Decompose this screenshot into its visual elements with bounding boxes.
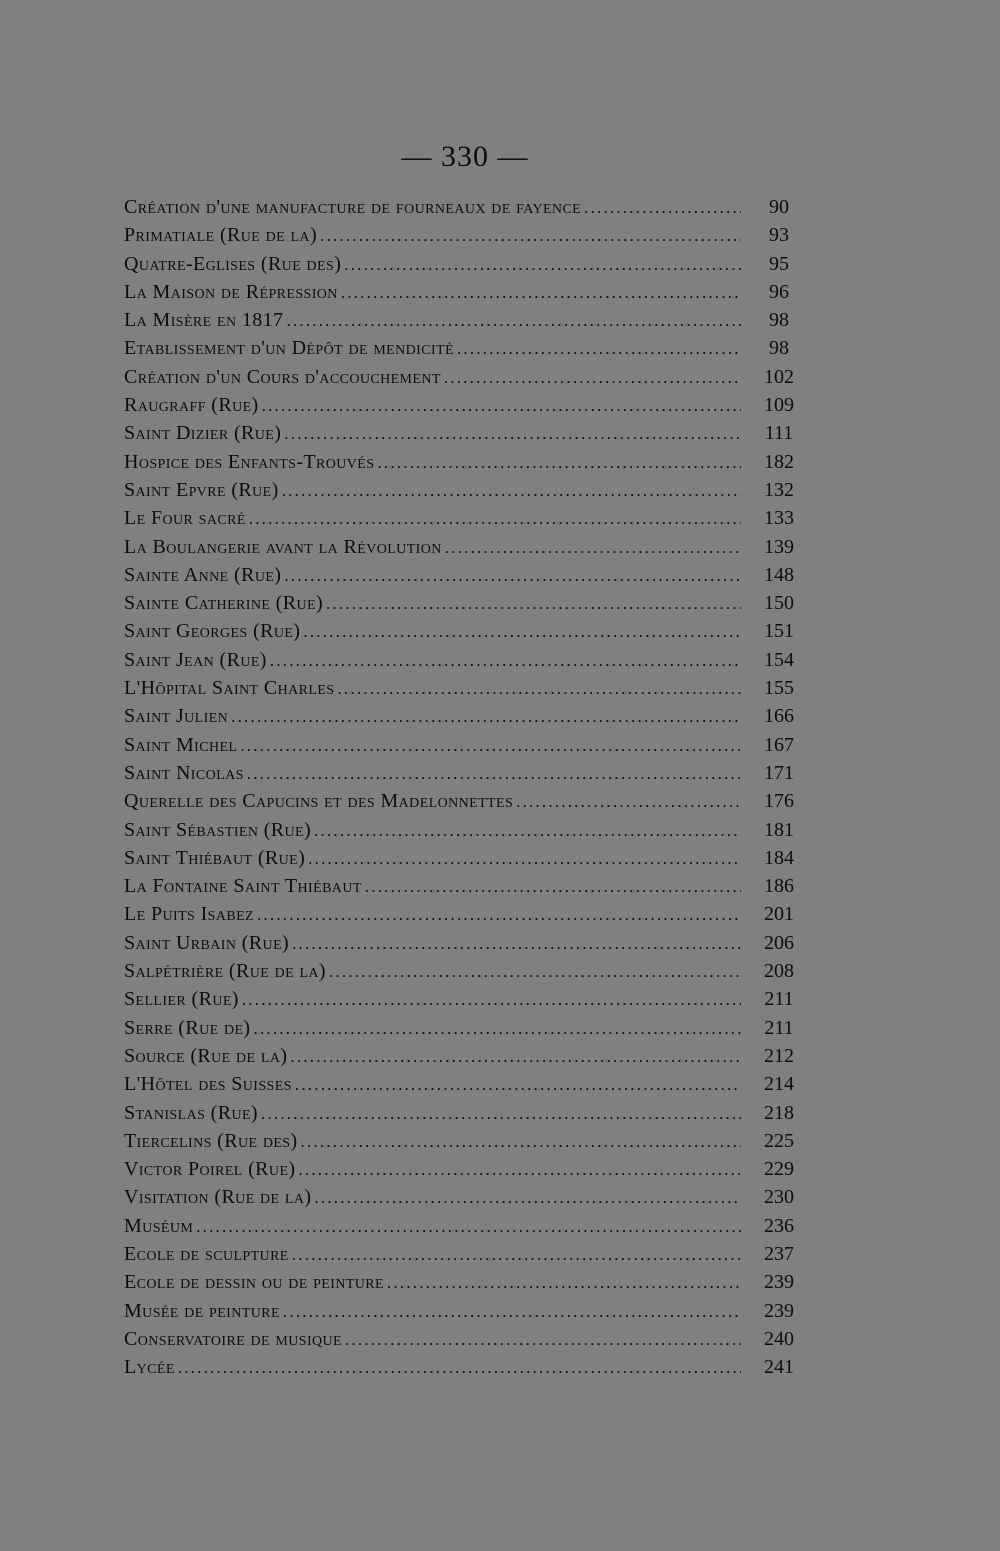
toc-entry-title: Hospice des Enfants-Trouvés bbox=[124, 450, 375, 473]
toc-entry bbox=[124, 819, 814, 847]
toc-entry-page-number: 151 bbox=[764, 620, 794, 643]
dot-leader bbox=[301, 1132, 741, 1152]
toc-entry bbox=[124, 734, 814, 762]
toc-entry-page-number: 90 bbox=[769, 196, 789, 218]
toc-entry-title: Serre (Rue de) bbox=[124, 1016, 251, 1039]
dot-leader bbox=[314, 821, 741, 841]
dot-leader bbox=[284, 424, 741, 444]
toc-entry bbox=[124, 196, 814, 224]
toc-entry-title: Muséum bbox=[124, 1214, 194, 1237]
dot-leader bbox=[254, 1019, 742, 1039]
toc-entry-page-number: 109 bbox=[764, 394, 794, 417]
dot-leader bbox=[292, 934, 741, 954]
toc-entry-title: La Maison de Répression bbox=[124, 280, 338, 303]
dot-leader bbox=[249, 509, 741, 529]
toc-entry bbox=[124, 337, 814, 365]
toc-entry-title: Saint Epvre (Rue) bbox=[124, 478, 279, 501]
toc-entry-page-number: 95 bbox=[769, 252, 789, 275]
dot-leader bbox=[178, 1358, 741, 1378]
dot-leader bbox=[326, 594, 741, 614]
toc-entry-page-number: 98 bbox=[769, 337, 789, 360]
toc-entry-title: Sainte Anne (Rue) bbox=[124, 563, 282, 586]
toc-entry bbox=[124, 649, 814, 677]
toc-entry-title: Salpétrière (Rue de la) bbox=[124, 960, 326, 983]
toc-entry-page-number: 229 bbox=[764, 1158, 794, 1181]
dot-leader bbox=[261, 1104, 741, 1124]
toc-entry bbox=[124, 790, 814, 818]
toc-entry-page-number: 182 bbox=[764, 450, 794, 473]
toc-entry-page-number: 211 bbox=[764, 988, 794, 1011]
dot-leader bbox=[344, 255, 741, 275]
dot-leader bbox=[231, 707, 741, 727]
toc-entry bbox=[124, 1158, 814, 1186]
toc-entry bbox=[124, 1186, 814, 1214]
toc-entry bbox=[124, 479, 814, 507]
toc-entry-page-number: 171 bbox=[764, 761, 794, 784]
toc-entry-page-number: 98 bbox=[769, 309, 789, 332]
toc-entry-title: Saint Georges (Rue) bbox=[124, 620, 301, 643]
toc-entry-page-number: 212 bbox=[764, 1044, 794, 1067]
toc-entry-title: L'Hôpital Saint Charles bbox=[124, 677, 335, 700]
toc-entry-page-number: 167 bbox=[764, 733, 794, 756]
dot-leader bbox=[329, 962, 741, 982]
toc-entry-page-number: 111 bbox=[764, 422, 794, 445]
toc-entry-page-number: 206 bbox=[764, 931, 794, 954]
dot-leader bbox=[282, 481, 741, 501]
toc-entry-page-number: 211 bbox=[764, 1016, 794, 1039]
dot-leader bbox=[247, 764, 741, 784]
toc-entry bbox=[124, 1073, 814, 1101]
toc-entry bbox=[124, 677, 814, 705]
toc-entry-title: La Misère en 1817 bbox=[124, 309, 284, 332]
toc-entry-title: Conservatoire de musique bbox=[124, 1327, 342, 1350]
dot-leader bbox=[320, 226, 741, 246]
toc-entry-title: Création d'une manufacture de fourneaux de fayence bbox=[124, 196, 582, 218]
toc-entry bbox=[124, 1045, 814, 1073]
toc-entry-title: Source (Rue de la) bbox=[124, 1044, 288, 1067]
toc-entry-page-number: 181 bbox=[764, 818, 794, 841]
toc-entry bbox=[124, 224, 814, 252]
dot-leader bbox=[262, 396, 741, 416]
toc-entry bbox=[124, 451, 814, 479]
toc-entry bbox=[124, 366, 814, 394]
dot-leader bbox=[365, 877, 741, 897]
toc-entry bbox=[124, 762, 814, 790]
toc-entry-title: Saint Michel bbox=[124, 733, 238, 756]
toc-entry-title: Sellier (Rue) bbox=[124, 988, 239, 1011]
toc-entry-page-number: 93 bbox=[769, 224, 789, 247]
toc-entry-title: Création d'un Cours d'accouchement bbox=[124, 365, 441, 388]
dot-leader bbox=[303, 622, 741, 642]
toc-entry-title: Tiercelins (Rue des) bbox=[124, 1129, 298, 1152]
toc-entry bbox=[124, 1271, 814, 1299]
toc-entry-page-number: 186 bbox=[764, 875, 794, 898]
toc-entry-page-number: 239 bbox=[764, 1271, 794, 1294]
toc-entry bbox=[124, 309, 814, 337]
dot-leader bbox=[270, 651, 741, 671]
table-of-contents bbox=[124, 196, 814, 1384]
toc-entry bbox=[124, 1243, 814, 1271]
toc-entry-page-number: 139 bbox=[764, 535, 794, 558]
page-number-header: — 330 — bbox=[401, 140, 529, 173]
toc-entry-page-number: 154 bbox=[764, 648, 794, 671]
dot-leader bbox=[283, 1302, 741, 1322]
toc-entry-page-number: 237 bbox=[764, 1242, 794, 1265]
toc-entry-page-number: 236 bbox=[764, 1214, 794, 1237]
toc-entry bbox=[124, 960, 814, 988]
toc-entry-page-number: 148 bbox=[764, 563, 794, 586]
toc-entry bbox=[124, 705, 814, 733]
toc-entry-title: La Fontaine Saint Thiébaut bbox=[124, 875, 362, 898]
toc-entry-page-number: 230 bbox=[764, 1186, 794, 1209]
dot-leader bbox=[377, 453, 741, 473]
toc-entry-title: Saint Dizier (Rue) bbox=[124, 422, 282, 445]
dot-leader bbox=[516, 792, 741, 812]
toc-entry-page-number: 176 bbox=[764, 790, 794, 813]
dot-leader bbox=[292, 1245, 741, 1265]
dot-leader bbox=[341, 283, 741, 303]
dot-leader bbox=[308, 849, 741, 869]
toc-entry-page-number: 166 bbox=[764, 705, 794, 728]
dot-leader bbox=[242, 990, 741, 1010]
toc-entry bbox=[124, 422, 814, 450]
toc-entry-page-number: 102 bbox=[764, 365, 794, 388]
toc-entry bbox=[124, 1328, 814, 1356]
toc-entry bbox=[124, 1017, 814, 1045]
dot-leader bbox=[286, 311, 741, 331]
toc-entry-page-number: 133 bbox=[764, 507, 794, 530]
toc-entry-title: Le Four sacré bbox=[124, 507, 246, 530]
toc-entry-page-number: 208 bbox=[764, 960, 794, 983]
dot-leader bbox=[337, 679, 741, 699]
dot-leader bbox=[457, 339, 741, 359]
toc-entry-title: L'Hôtel des Suisses bbox=[124, 1073, 292, 1096]
toc-entry bbox=[124, 394, 814, 422]
toc-entry-title: Stanislas (Rue) bbox=[124, 1101, 258, 1124]
toc-entry bbox=[124, 875, 814, 903]
toc-entry-title: Musée de peinture bbox=[124, 1299, 280, 1322]
toc-entry-title: Le Puits Isabez bbox=[124, 903, 254, 926]
toc-entry bbox=[124, 1356, 814, 1384]
toc-entry-title: Visitation (Rue de la) bbox=[124, 1186, 312, 1209]
toc-entry bbox=[124, 620, 814, 648]
dot-leader bbox=[314, 1188, 741, 1208]
toc-entry bbox=[124, 988, 814, 1016]
dot-leader bbox=[445, 538, 741, 558]
toc-entry bbox=[124, 847, 814, 875]
toc-entry-page-number: 184 bbox=[764, 846, 794, 869]
dot-leader bbox=[295, 1075, 741, 1095]
toc-entry-title: Sainte Catherine (Rue) bbox=[124, 592, 324, 615]
dot-leader bbox=[290, 1047, 741, 1067]
toc-entry bbox=[124, 1215, 814, 1243]
toc-entry-title: Etablissement d'un Dépôt de mendicité bbox=[124, 337, 454, 360]
dot-leader bbox=[584, 198, 741, 218]
toc-entry-page-number: 225 bbox=[764, 1129, 794, 1152]
toc-entry bbox=[124, 281, 814, 309]
dot-leader bbox=[196, 1217, 741, 1237]
dot-leader bbox=[345, 1330, 741, 1350]
toc-entry-title: Ecole de dessin ou de peinture bbox=[124, 1271, 384, 1294]
toc-entry-page-number: 214 bbox=[764, 1073, 794, 1096]
toc-entry-page-number: 201 bbox=[764, 903, 794, 926]
toc-entry-title: Saint Jean (Rue) bbox=[124, 648, 267, 671]
dot-leader bbox=[444, 368, 741, 388]
toc-entry bbox=[124, 507, 814, 535]
toc-entry-title: Raugraff (Rue) bbox=[124, 394, 259, 417]
toc-entry-title: Saint Julien bbox=[124, 705, 229, 728]
toc-entry bbox=[124, 903, 814, 931]
dot-leader bbox=[257, 905, 741, 925]
toc-entry-page-number: 218 bbox=[764, 1101, 794, 1124]
toc-entry-title: Saint Nicolas bbox=[124, 761, 244, 784]
toc-entry bbox=[124, 1102, 814, 1130]
toc-entry-page-number: 96 bbox=[769, 280, 789, 303]
toc-entry-title: Saint Sébastien (Rue) bbox=[124, 818, 312, 841]
toc-entry bbox=[124, 1300, 814, 1328]
toc-entry-page-number: 155 bbox=[764, 677, 794, 700]
toc-entry-title: Ecole de sculpture bbox=[124, 1242, 289, 1265]
toc-entry bbox=[124, 253, 814, 281]
toc-entry-title: Saint Urbain (Rue) bbox=[124, 931, 290, 954]
toc-entry-page-number: 239 bbox=[764, 1299, 794, 1322]
toc-entry bbox=[124, 932, 814, 960]
toc-entry bbox=[124, 592, 814, 620]
dot-leader bbox=[298, 1160, 741, 1180]
toc-entry-title: Victor Poirel (Rue) bbox=[124, 1158, 296, 1181]
toc-entry-title: Primatiale (Rue de la) bbox=[124, 224, 318, 247]
toc-entry-title: Querelle des Capucins et des Madelonnettes bbox=[124, 790, 514, 813]
toc-entry bbox=[124, 536, 814, 564]
toc-entry bbox=[124, 564, 814, 592]
toc-entry-page-number: 241 bbox=[764, 1356, 794, 1379]
dot-leader bbox=[284, 566, 741, 586]
toc-entry-title: Lycée bbox=[124, 1356, 175, 1379]
toc-entry-page-number: 150 bbox=[764, 592, 794, 615]
dot-leader bbox=[387, 1273, 741, 1293]
toc-entry-title: Saint Thiébaut (Rue) bbox=[124, 846, 306, 869]
toc-entry-title: La Boulangerie avant la Révolution bbox=[124, 535, 442, 558]
toc-entry-page-number: 132 bbox=[764, 478, 794, 501]
toc-entry bbox=[124, 1130, 814, 1158]
toc-entry-page-number: 240 bbox=[764, 1327, 794, 1350]
dot-leader bbox=[240, 736, 741, 756]
toc-entry-title: Quatre-Eglises (Rue des) bbox=[124, 252, 342, 275]
